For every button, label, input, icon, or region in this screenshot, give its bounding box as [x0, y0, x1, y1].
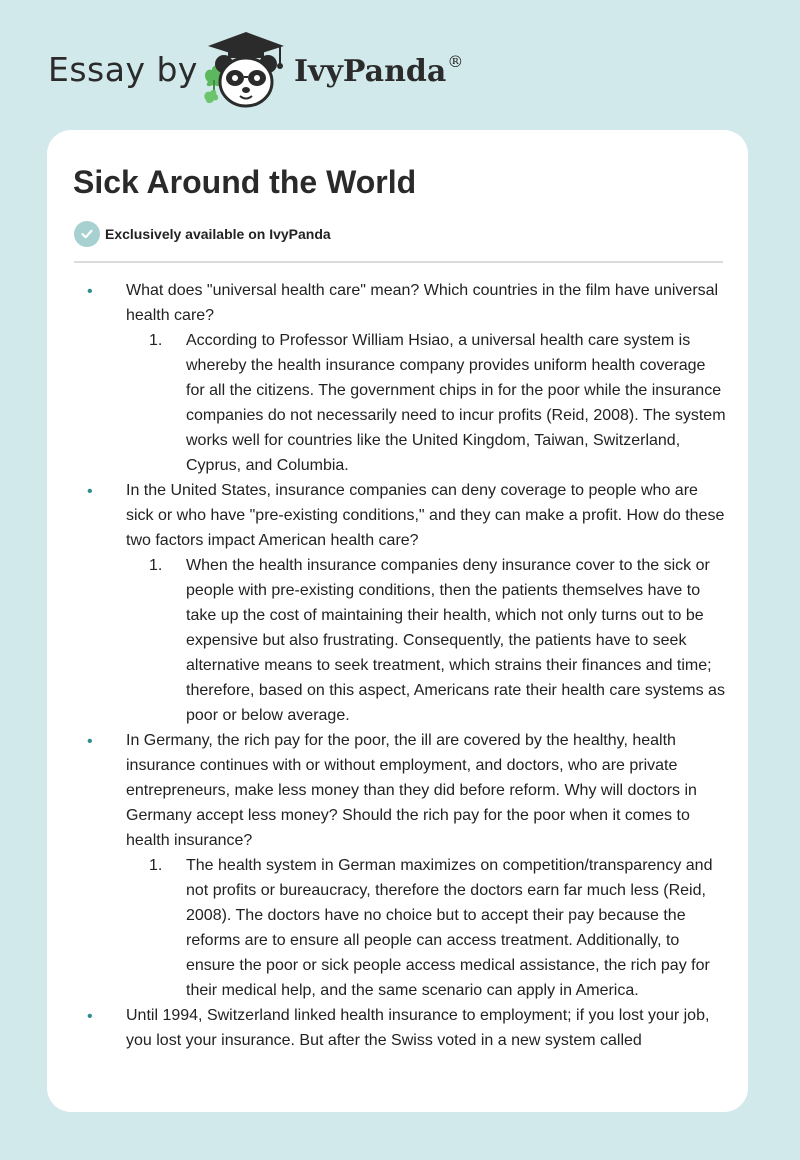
- essay-body: [47, 278, 748, 1053]
- bullet-icon: •: [87, 483, 93, 500]
- panda-logo-icon: [200, 30, 292, 110]
- page-title: Sick Around the World: [73, 164, 417, 200]
- question-text: Until 1994, Switzerland linked health insurance to employment; if you lost your job, you lost your insurance. But after the Swiss voted in a new system called: [126, 1007, 710, 1049]
- answer-number: 1.: [149, 557, 163, 574]
- registered-mark: ®: [447, 52, 464, 71]
- exclusive-badge: [74, 221, 331, 247]
- question-text: What does "universal health care" mean? Which countries in the film have universal health care?: [126, 282, 719, 324]
- question-item: [47, 278, 748, 328]
- essay-by-label: Essay by: [48, 50, 198, 89]
- bullet-icon: •: [87, 283, 93, 300]
- answer-item: [47, 553, 748, 728]
- essay-card: [47, 130, 748, 1112]
- answer-text: The health system in German maximizes on competition/transparency and not profits or bureaucracy, therefore the doctors earn far much less (Reid, 2008). The doctors have no choice but to accept their pay because the reforms are to ensure all people can access treatment. Additionally, to ensure the poor or sick people access medical assistance, the rich pay for their medical help, and the same scenario can apply in America.: [186, 857, 713, 999]
- answer-number: 1.: [149, 332, 163, 349]
- question-text: In Germany, the rich pay for the poor, the ill are covered by the healthy, health insurance continues with or without employment, and doctors, who are private entrepreneurs, make less money than they did before reform. Why will doctors in Germany accept less money? Should the rich pay for the poor when it comes to health insurance?: [126, 732, 697, 849]
- question-item: [47, 728, 748, 853]
- question-text: In the United States, insurance companies can deny coverage to people who are sick or who have "pre-existing conditions," and they can make a profit. How do these two factors impact American health care?: [126, 482, 725, 549]
- bullet-icon: •: [87, 1008, 93, 1025]
- brand-name: IvyPanda®: [294, 52, 464, 89]
- question-item: [47, 478, 748, 553]
- answer-text: When the health insurance companies deny insurance cover to the sick or people with pre-existing conditions, then the patients themselves have to take up the cost of maintaining their health, which not only turns out to be expensive but also frustrating. Consequently, the patients have to seek alternative means to seek treatment, which strains their finances and time; therefore, based on this aspect, Americans rate their health care systems as poor or below average.: [186, 557, 725, 724]
- exclusive-badge-text: Exclusively available on IvyPanda: [105, 226, 331, 242]
- bullet-icon: •: [87, 733, 93, 750]
- question-item: [47, 1003, 748, 1053]
- answer-item: [47, 853, 748, 1003]
- answer-text: According to Professor William Hsiao, a universal health care system is whereby the health insurance company provides uniform health coverage for all the citizens. The government chips in for the poor while the insurance companies do not necessarily need to incur profits (Reid, 2008). The system works well for countries like the United Kingdom, Taiwan, Switzerland, Cyprus, and Columbia.: [186, 332, 726, 474]
- check-icon: [74, 221, 100, 247]
- divider: [74, 261, 723, 263]
- answer-number: 1.: [149, 857, 163, 874]
- answer-item: [47, 328, 748, 478]
- site-header: [48, 30, 748, 110]
